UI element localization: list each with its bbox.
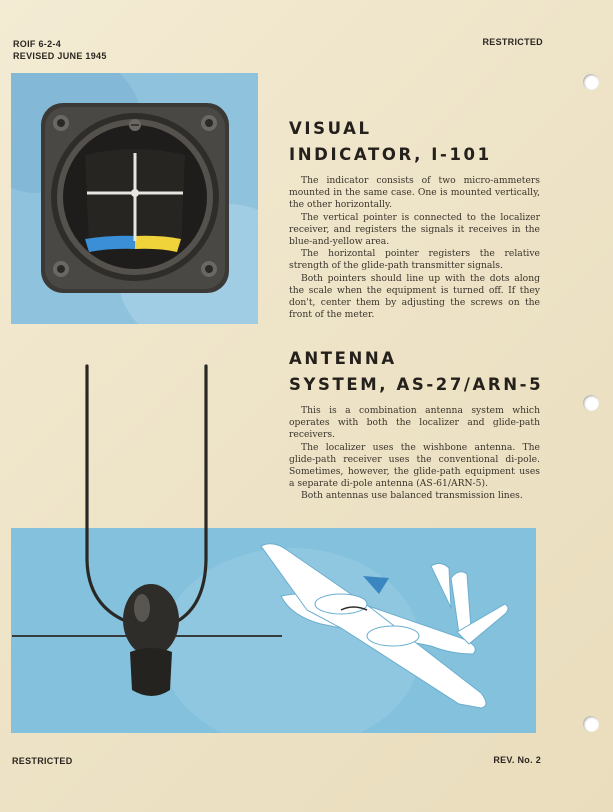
antenna-system-text <box>289 405 540 503</box>
visual-indicator-text <box>289 175 540 321</box>
section-title-antenna-system: ANTENNA SYSTEM, AS-27/ARN-5 <box>289 349 544 394</box>
paragraph: The horizontal pointer registers the relative strength of the glide-path transmitter signals. <box>289 248 540 272</box>
paragraph: The localizer uses the wishbone antenna. The glide-path receiver uses the conventional di-pole. Sometimes, however, the glide-path equipment uses a separate di-pole antenna (AS-61/ARN-5). <box>289 441 540 490</box>
paragraph: The vertical pointer is connected to the localizer receiver, and registers the signals it receives in the blue-and-yellow area. <box>289 211 540 248</box>
wishbone-antenna-rods <box>87 366 206 622</box>
binder-hole <box>583 395 599 411</box>
paragraph: Both antennas use balanced transmission lines. <box>301 490 523 502</box>
header-classification: RESTRICTED <box>482 37 543 47</box>
revised-date: REVISED JUNE 1945 <box>13 51 107 61</box>
binder-hole <box>583 716 599 732</box>
antenna-highlight <box>363 576 389 594</box>
antenna-mount-head <box>123 584 179 656</box>
visual-indicator-illustration <box>11 73 258 324</box>
wishbone-antenna-illustration <box>0 360 290 720</box>
paragraph: Both pointers should line up with the dots along the scale when the equipment is turned off. If they don't, center them by adjusting the screws on the front of the meter. <box>289 272 540 321</box>
antenna-mount-base <box>130 648 172 696</box>
footer-classification: RESTRICTED <box>12 756 73 766</box>
paragraph: The indicator consists of two micro-ammeters mounted in the same case. One is mounted vertically, the other horizontally. <box>289 175 540 211</box>
binder-hole <box>583 74 599 90</box>
doc-id: ROIF 6-2-4 <box>13 39 62 49</box>
aircraft-silhouette <box>261 544 508 708</box>
paragraph: This is a combination antenna system which operates with both the localizer and glide-path receivers. <box>289 405 540 441</box>
footer-revision: REV. No. 2 <box>493 755 541 765</box>
indicator-illustration-panel <box>11 73 258 324</box>
section-title-visual-indicator: VISUAL INDICATOR, I-101 <box>289 119 492 164</box>
header-left <box>13 38 107 62</box>
